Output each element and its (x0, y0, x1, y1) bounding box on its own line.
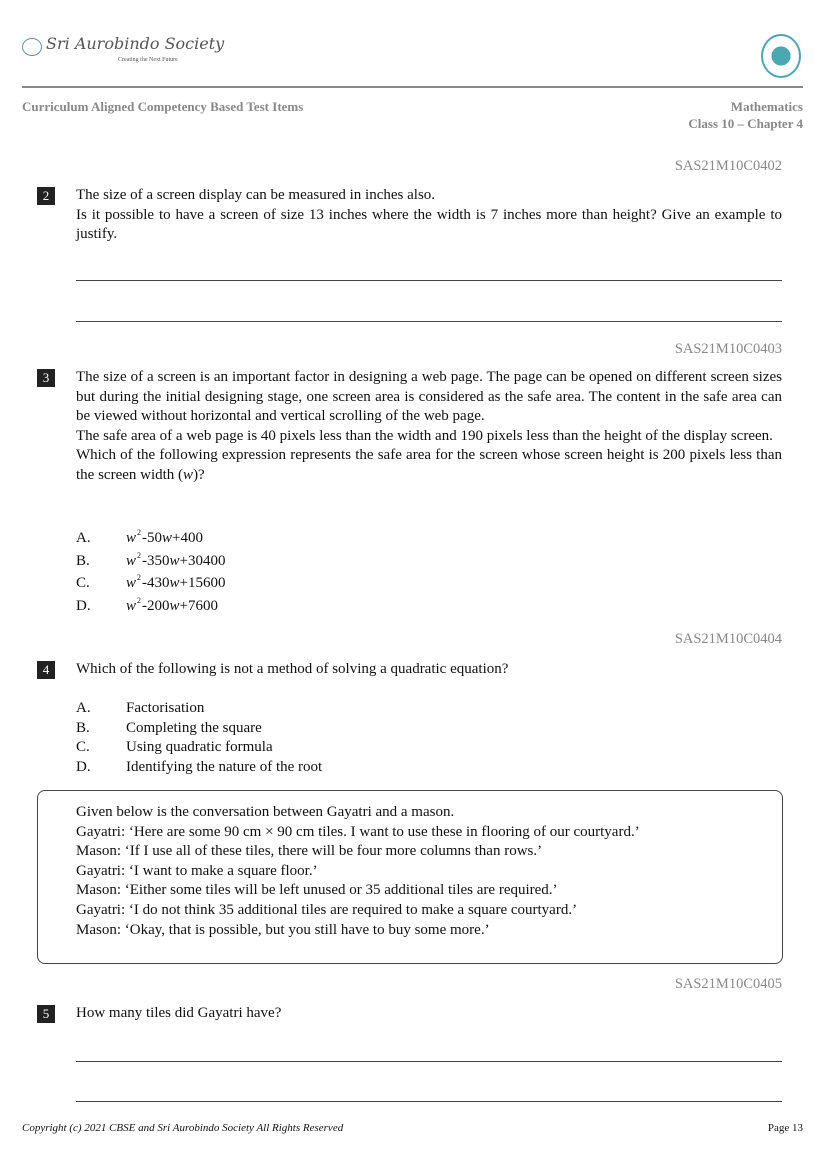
exponent: 2 (137, 528, 142, 537)
option-letter: A. (76, 530, 91, 546)
option-c[interactable] (76, 572, 226, 595)
curriculum-title: Curriculum Aligned Competency Based Test Items (22, 99, 304, 114)
passage-line: Mason: ‘Okay, that is possible, but you still have to buy some more.’ (76, 921, 490, 938)
option-letter: C. (76, 575, 90, 591)
item-code: SAS21M10C0402 (674, 158, 782, 174)
item-code: SAS21M10C0404 (674, 631, 782, 647)
option-a[interactable] (76, 527, 226, 550)
question-text (76, 186, 782, 245)
question-number: 4 (37, 661, 55, 679)
option-letter: B. (76, 552, 90, 569)
variable: w (169, 552, 180, 569)
text-line: The size of a screen display can be measured in inches also. (76, 187, 436, 203)
coef: -200 (142, 597, 170, 614)
passage-line: Mason: ‘Either some tiles will be left unused or 35 additional tiles are required.’ (76, 882, 558, 899)
variable: w (162, 530, 173, 546)
option-b[interactable] (76, 719, 322, 739)
variable: w (126, 530, 137, 546)
text-line (76, 446, 782, 485)
option-b[interactable] (76, 550, 226, 573)
option-letter: C. (76, 739, 90, 756)
variable: w (169, 597, 180, 614)
option-letter: A. (76, 700, 91, 716)
option-a[interactable] (76, 699, 322, 719)
option-letter: D. (76, 597, 91, 614)
option-text: Factorisation (126, 700, 205, 716)
question-number: 2 (37, 187, 55, 205)
answer-line[interactable] (76, 321, 782, 322)
coef: -350 (142, 552, 170, 569)
header-divider (22, 86, 803, 88)
page-number: Page 13 (767, 1122, 803, 1134)
cbse-seal-logo (761, 34, 801, 78)
passage-line: Mason: ‘If I use all of these tiles, there will be four more columns than rows.’ (76, 843, 543, 860)
constant: +400 (172, 530, 203, 546)
coef: -430 (142, 575, 170, 591)
logo-text: Sri Aurobindo Society (46, 34, 225, 53)
question-text (76, 368, 782, 486)
item-code: SAS21M10C0403 (674, 341, 782, 357)
option-c[interactable] (76, 738, 322, 758)
question-text: Which of the following is not a method of solving a quadratic equation? (76, 661, 509, 677)
variable: w (126, 552, 137, 569)
option-letter: D. (76, 758, 91, 775)
subject: Mathematics (730, 99, 803, 114)
option-d[interactable] (76, 595, 226, 618)
exponent: 2 (137, 573, 142, 582)
answer-line[interactable] (76, 280, 782, 281)
passage-text (76, 803, 776, 940)
question-text: How many tiles did Gayatri have? (76, 1005, 282, 1021)
passage-line: Gayatri: ‘Here are some 90 cm × 90 cm tiles. I want to use these in flooring of our courtyard.’ (76, 823, 640, 840)
options-q4 (76, 699, 322, 777)
constant: +15600 (179, 575, 226, 591)
globe-icon (22, 38, 42, 56)
option-text: Completing the square (126, 719, 262, 736)
logo-tagline: Creating the Next Future (118, 57, 178, 63)
passage-line: Given below is the conversation between Gayatri and a mason. (76, 804, 455, 820)
option-letter: B. (76, 719, 90, 736)
constant: +30400 (179, 552, 226, 569)
variable: w (183, 466, 194, 483)
passage-line: Gayatri: ‘I do not think 35 additional tiles are required to make a square courtyard.’ (76, 901, 578, 918)
text-line: Is it possible to have a screen of size 13 inches where the width is 7 inches more than height? Give an example to justify. (76, 206, 782, 243)
item-code: SAS21M10C0405 (674, 976, 782, 992)
text-span: Which of the following expression represents the safe area for the screen whose screen height is 200 pixels less than the screen width ( (76, 447, 782, 483)
option-text: Using quadratic formula (126, 739, 273, 756)
coef: -50 (142, 530, 163, 546)
question-number: 5 (37, 1005, 55, 1023)
text-span: )? (193, 466, 205, 483)
question-number: 3 (37, 369, 55, 387)
subject-chapter (688, 98, 803, 132)
variable: w (126, 575, 137, 591)
copyright: Copyright (c) 2021 CBSE and Sri Aurobindo Society All Rights Reserved (22, 1122, 344, 1134)
constant: +7600 (179, 597, 218, 614)
text-line: The safe area of a web page is 40 pixels less than the width and 190 pixels less than the height of the display screen. (76, 427, 773, 444)
options-q3 (76, 527, 226, 617)
answer-line[interactable] (76, 1101, 782, 1102)
option-text: Identifying the nature of the root (126, 758, 323, 775)
exponent: 2 (137, 595, 142, 605)
text-line: The size of a screen is an important factor in designing a web page. The page can be opened on different screen sizes but during the initial designing stage, one screen area is considered as the safe area. The content in the safe area can be viewed without horizontal and vertical scrolling of the web page. (76, 369, 782, 425)
passage-line: Gayatri: ‘I want to make a square floor.’ (76, 862, 318, 879)
sri-aurobindo-society-logo (22, 34, 225, 68)
option-d[interactable] (76, 758, 322, 778)
exponent: 2 (137, 550, 142, 560)
chapter: Class 10 – Chapter 4 (688, 116, 803, 131)
variable: w (169, 575, 180, 591)
answer-line[interactable] (76, 1061, 782, 1062)
variable: w (126, 597, 137, 614)
